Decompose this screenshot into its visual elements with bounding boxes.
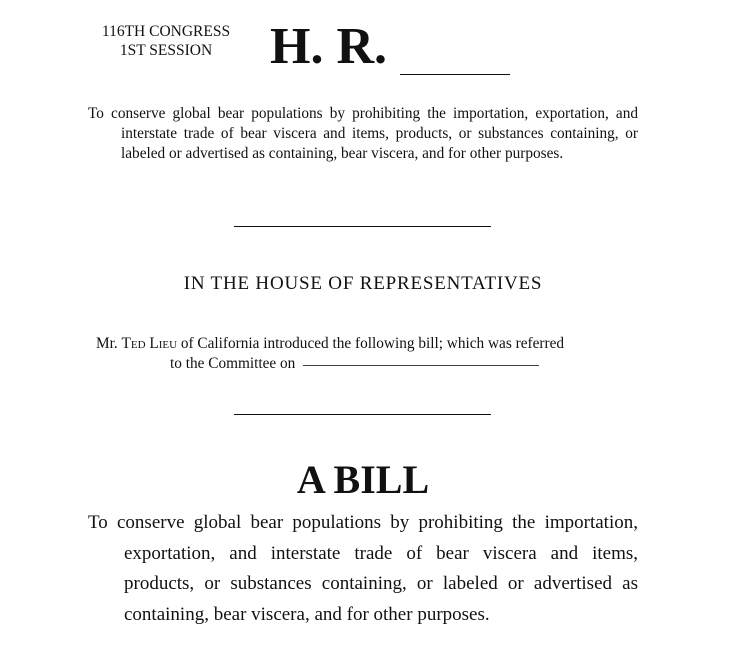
sponsor-name: Ted Lieu [121, 335, 178, 352]
committee-text: to the Committee on [170, 355, 296, 372]
divider-rule-top [234, 226, 491, 227]
chamber-heading: IN THE HOUSE OF REPRESENTATIVES [183, 273, 543, 294]
sponsor-prefix: Mr. [96, 335, 118, 352]
bill-heading: A BILL [296, 457, 430, 502]
divider-rule-bottom [234, 414, 491, 415]
session-label: 1ST SESSION [119, 42, 213, 59]
committee-line [96, 354, 630, 374]
introduction-statement [96, 334, 630, 374]
short-title: To conserve global bear populations by prohibiting the importation, exportation, and interstate trade of bear viscera and items, products, or substances containing, or labeled or advertised as containing, bear viscera, and for other purposes. [88, 105, 638, 162]
introduction-text: of California introduced the following bill; which was referred [180, 335, 565, 352]
congress-session-block [88, 22, 244, 60]
committee-blank [303, 365, 539, 366]
long-title: To conserve global bear populations by prohibiting the importation, exportation, and interstate trade of bear viscera and items, products, or substances containing, or labeled or advertised as containing, bear viscera, and for other purposes. [88, 512, 638, 625]
congress-label: 116TH CONGRESS [101, 23, 231, 40]
bill-number-blank [400, 74, 510, 75]
bill-designation: H. R. [270, 18, 387, 75]
